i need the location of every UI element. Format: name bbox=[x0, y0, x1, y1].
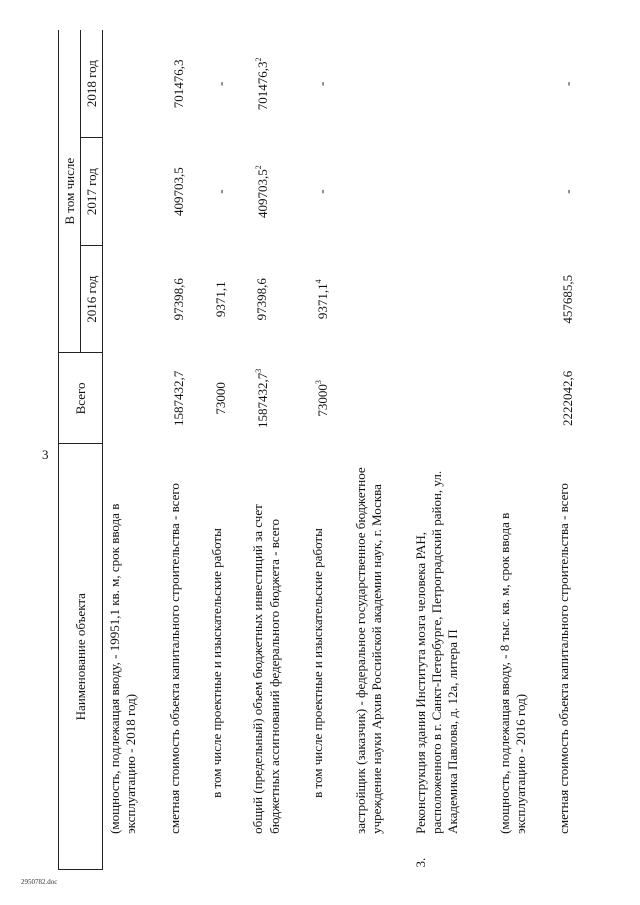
cell-y2018 bbox=[349, 30, 409, 138]
header-year-2017: 2017 год bbox=[81, 138, 103, 246]
cell-y2018 bbox=[246, 30, 306, 138]
cell-total bbox=[409, 353, 493, 444]
cell-total bbox=[163, 353, 205, 444]
row-object-name: (мощность, подлежащая вводу, - 8 тыс. кв. м, срок ввода в эксплуатацию - 2016 год) bbox=[496, 512, 528, 834]
header-including: В том числе bbox=[59, 30, 81, 353]
cell-value: 457685,5 bbox=[560, 274, 576, 324]
cell-y2016 bbox=[552, 245, 594, 353]
cell-y2018 bbox=[103, 30, 163, 138]
cell-value: - bbox=[560, 189, 576, 194]
cell-y2016 bbox=[349, 245, 409, 353]
cell-total bbox=[349, 353, 409, 444]
footnote-marker: 2 bbox=[254, 57, 264, 62]
cell-value: - bbox=[314, 189, 329, 194]
cell-value: 409703,5 bbox=[255, 169, 271, 218]
footnote-marker: 3 bbox=[314, 380, 323, 385]
cell-value: - bbox=[212, 189, 228, 194]
header-year-2018: 2018 год bbox=[81, 30, 103, 138]
row-index bbox=[306, 844, 349, 870]
cell-value: 97398,6 bbox=[254, 278, 270, 321]
cell-value: 409703,5 bbox=[170, 167, 186, 216]
cell-total bbox=[103, 353, 163, 444]
row-index bbox=[163, 844, 205, 870]
cell-value: 97398,6 bbox=[170, 278, 186, 321]
cell-total bbox=[552, 353, 594, 444]
table-body bbox=[103, 30, 595, 870]
row-object-name: сметная стоимость объекта капитального строительства - всего bbox=[556, 483, 572, 834]
cell-total bbox=[493, 353, 553, 444]
table-row bbox=[205, 30, 247, 870]
row-object-name: (мощность, подлежащая вводу, - 19951,1 кв. м, срок ввода в эксплуатацию - 2018 год) bbox=[107, 503, 139, 834]
row-index bbox=[103, 844, 163, 870]
footnote-marker: 3 bbox=[254, 368, 264, 373]
cell-value: 73000 bbox=[212, 382, 228, 415]
cell-value: 9371,1 bbox=[315, 283, 330, 320]
cell-y2016 bbox=[493, 245, 553, 353]
cell-total bbox=[246, 353, 306, 444]
cell-y2016 bbox=[103, 245, 163, 353]
table-row bbox=[103, 30, 163, 870]
cell-y2016 bbox=[409, 245, 493, 353]
cell-y2016 bbox=[246, 245, 306, 353]
cell-value: 1587432,7 bbox=[255, 372, 271, 429]
cell-y2018 bbox=[306, 30, 349, 138]
investment-table bbox=[58, 30, 594, 870]
cell-y2017 bbox=[493, 138, 553, 246]
cell-value: 73000 bbox=[315, 384, 330, 417]
cell-total bbox=[306, 353, 349, 444]
row-index bbox=[493, 844, 553, 870]
table-row bbox=[349, 30, 409, 870]
row-object-name: в том числе проектные и изыскательские работы bbox=[310, 528, 325, 798]
table-row bbox=[552, 30, 594, 870]
cell-y2018 bbox=[205, 30, 247, 138]
cell-value: 701476,3 bbox=[170, 59, 186, 109]
row-index bbox=[349, 844, 409, 870]
table-row bbox=[306, 30, 349, 870]
cell-value: - bbox=[212, 81, 228, 87]
cell-y2018 bbox=[552, 30, 594, 138]
cell-y2017 bbox=[306, 138, 349, 246]
row-object-name: Реконструкция здания Института мозга человека РАН, расположенного в г. Санкт-Петербурге, Петроградский район, ул. Академика Павлова, д. 12а, литера П bbox=[412, 470, 461, 834]
row-object-name: в том числе проектные и изыскательские работы bbox=[208, 528, 224, 798]
cell-y2017 bbox=[163, 138, 205, 246]
cell-value: 701476,3 bbox=[255, 61, 271, 111]
row-object-name: общий (предельный) объем бюджетных инвестиций за счет бюджетных ассигнований федерального бюджета - всего bbox=[250, 504, 282, 834]
cell-y2017 bbox=[103, 138, 163, 246]
row-index bbox=[552, 844, 594, 870]
cell-value: - bbox=[314, 81, 329, 87]
header-year-2016: 2016 год bbox=[81, 245, 103, 353]
row-index bbox=[246, 844, 306, 870]
row-object-name: застройщик (заказчик) - федеральное государственное бюджетное учреждение науки Архив Российской академии наук, г. Москва bbox=[353, 467, 385, 834]
cell-y2017 bbox=[246, 138, 306, 246]
table-row bbox=[163, 30, 205, 870]
cell-total bbox=[205, 353, 247, 444]
cell-y2016 bbox=[306, 245, 349, 353]
cell-y2016 bbox=[163, 245, 205, 353]
cell-value: 1587432,7 bbox=[170, 370, 186, 427]
cell-y2018 bbox=[163, 30, 205, 138]
cell-y2017 bbox=[552, 138, 594, 246]
row-index bbox=[205, 844, 247, 870]
footnote-marker: 2 bbox=[254, 165, 264, 170]
cell-value: 9371,1 bbox=[212, 281, 228, 318]
header-object-name: Наименование объекта bbox=[59, 444, 103, 870]
row-object-name: сметная стоимость объекта капитального строительства - всего bbox=[166, 483, 182, 834]
table-row bbox=[493, 30, 553, 870]
page-number: 3 bbox=[42, 447, 49, 462]
investment-table-container bbox=[58, 30, 594, 870]
cell-y2018 bbox=[409, 30, 493, 138]
cell-value: - bbox=[560, 81, 576, 87]
cell-y2017 bbox=[409, 138, 493, 246]
cell-y2017 bbox=[349, 138, 409, 246]
cell-value: 2222042,6 bbox=[560, 370, 576, 427]
document-code: 2950782.doc bbox=[21, 878, 58, 886]
header-total: Всего bbox=[59, 353, 103, 444]
table-row bbox=[409, 30, 493, 870]
cell-y2018 bbox=[493, 30, 553, 138]
footnote-marker: 4 bbox=[314, 279, 323, 284]
table-row bbox=[246, 30, 306, 870]
cell-y2017 bbox=[205, 138, 247, 246]
row-index: 3. bbox=[412, 857, 428, 868]
cell-y2016 bbox=[205, 245, 247, 353]
